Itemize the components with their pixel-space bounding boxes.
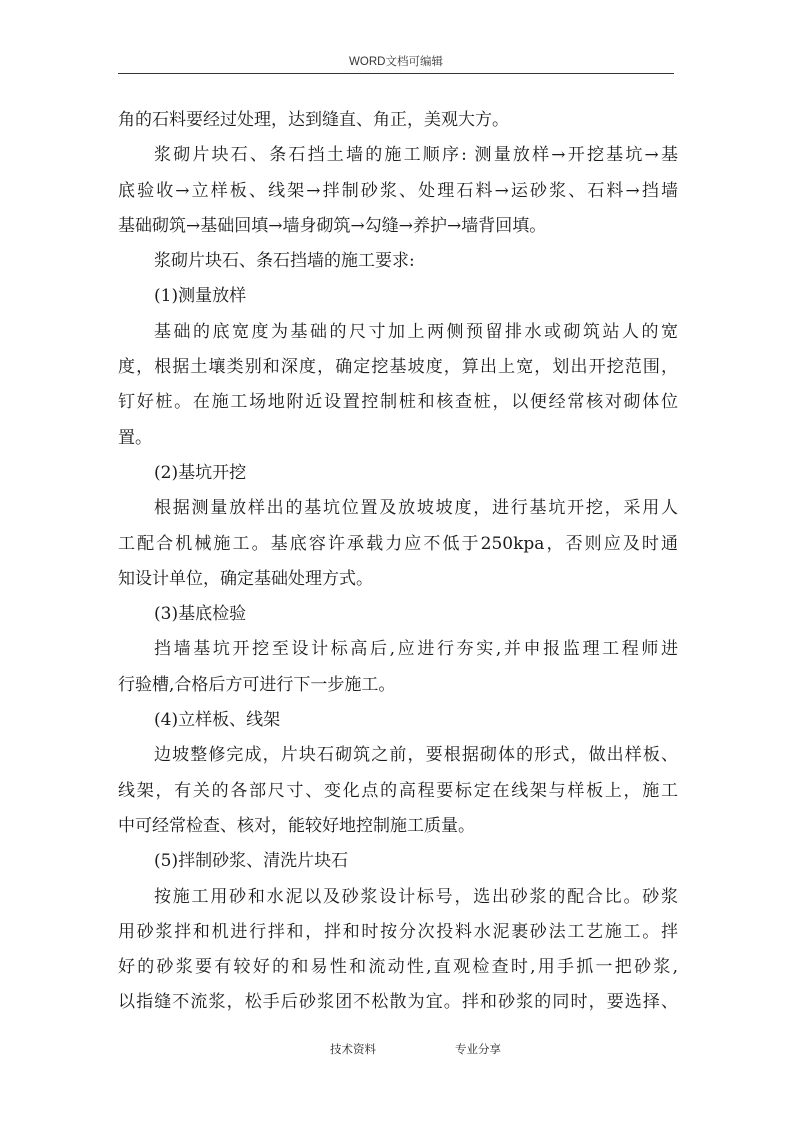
paragraph-line: 挡墙基坑开挖至设计标高后,应进行夯实,并申报监理工程师进: [154, 639, 678, 660]
section-heading: (2)基坑开挖: [154, 462, 247, 483]
paragraph-line: 角的石料要经过处理，达到缝直、角正，美观大方。: [118, 110, 509, 130]
paragraph-line: 好的砂浆要有较好的和易性和流动性,直观检查时,用手抓一把砂浆,: [118, 957, 678, 978]
paragraph-line: 按施工用砂和水泥以及砂浆设计标号，选出砂浆的配合比。砂浆: [154, 886, 678, 907]
section-heading: (3)基底检验: [154, 604, 247, 625]
section-heading: (4)立样板、线架: [154, 710, 281, 731]
paragraph-line: 底验收→立样板、线架→拌制砂浆、处理石料→运砂浆、石料→挡墙: [118, 180, 678, 201]
paragraph-line: 用砂浆拌和机进行拌和，拌和时按分次投料水泥裹砂法工艺施工。拌: [118, 921, 678, 942]
paragraph-line: 知设计单位，确定基础处理方式。: [118, 568, 373, 589]
paragraph-line: 工配合机械施工。基底容许承载力应不低于250kpa，否则应及时通: [118, 533, 678, 554]
paragraph-line: 线架，有关的各部尺寸、变化点的高程要标定在线架与样板上，施工: [118, 780, 678, 801]
document-body: [118, 103, 678, 1021]
paragraph-line: 根据测量放样出的基坑位置及放坡坡度，进行基坑开挖，采用人: [154, 498, 678, 519]
paragraph-line: 浆砌片块石、条石挡土墙的施工顺序: 测量放样→开挖基坑→基: [154, 145, 678, 166]
paragraph-line: 边坡整修完成，片块石砌筑之前，要根据砌体的形式，做出样板、: [154, 745, 678, 766]
paragraph-line: 以指缝不流浆，松手后砂浆团不松散为宜。拌和砂浆的同时，要选择、: [118, 992, 678, 1013]
paragraph-line: 基础砌筑→基础回填→墙身砌筑→勾缝→养护→墙背回填。: [118, 215, 547, 236]
paragraph-line: 行验槽,合格后方可进行下一步施工。: [118, 674, 396, 695]
page-footer: [0, 1041, 794, 1061]
footer-left-text: 技术资料: [330, 1044, 376, 1056]
paragraph-line: 置。: [118, 427, 152, 448]
header-title: WORD文档可编辑: [349, 56, 443, 68]
section-heading: (1)测量放样: [154, 286, 247, 307]
paragraph-line: 基础的底宽度为基础的尺寸加上两侧预留排水或砌筑站人的宽: [154, 321, 678, 342]
paragraph-line: 中可经常检查、核对，能较好地控制施工质量。: [118, 815, 475, 836]
paragraph-line: 度，根据土壤类别和深度，确定挖基坡度，算出上宽，划出开挖范围，: [118, 357, 678, 378]
paragraph-line: 浆砌片块石、条石挡墙的施工要求:: [154, 251, 415, 272]
section-heading: (5)拌制砂浆、清洗片块石: [154, 851, 349, 872]
footer-right-text: 专业分享: [455, 1044, 501, 1056]
page-header: [118, 54, 674, 74]
paragraph-line: 钉好桩。在施工场地附近设置控制桩和核查桩，以便经常核对砌体位: [118, 392, 678, 413]
